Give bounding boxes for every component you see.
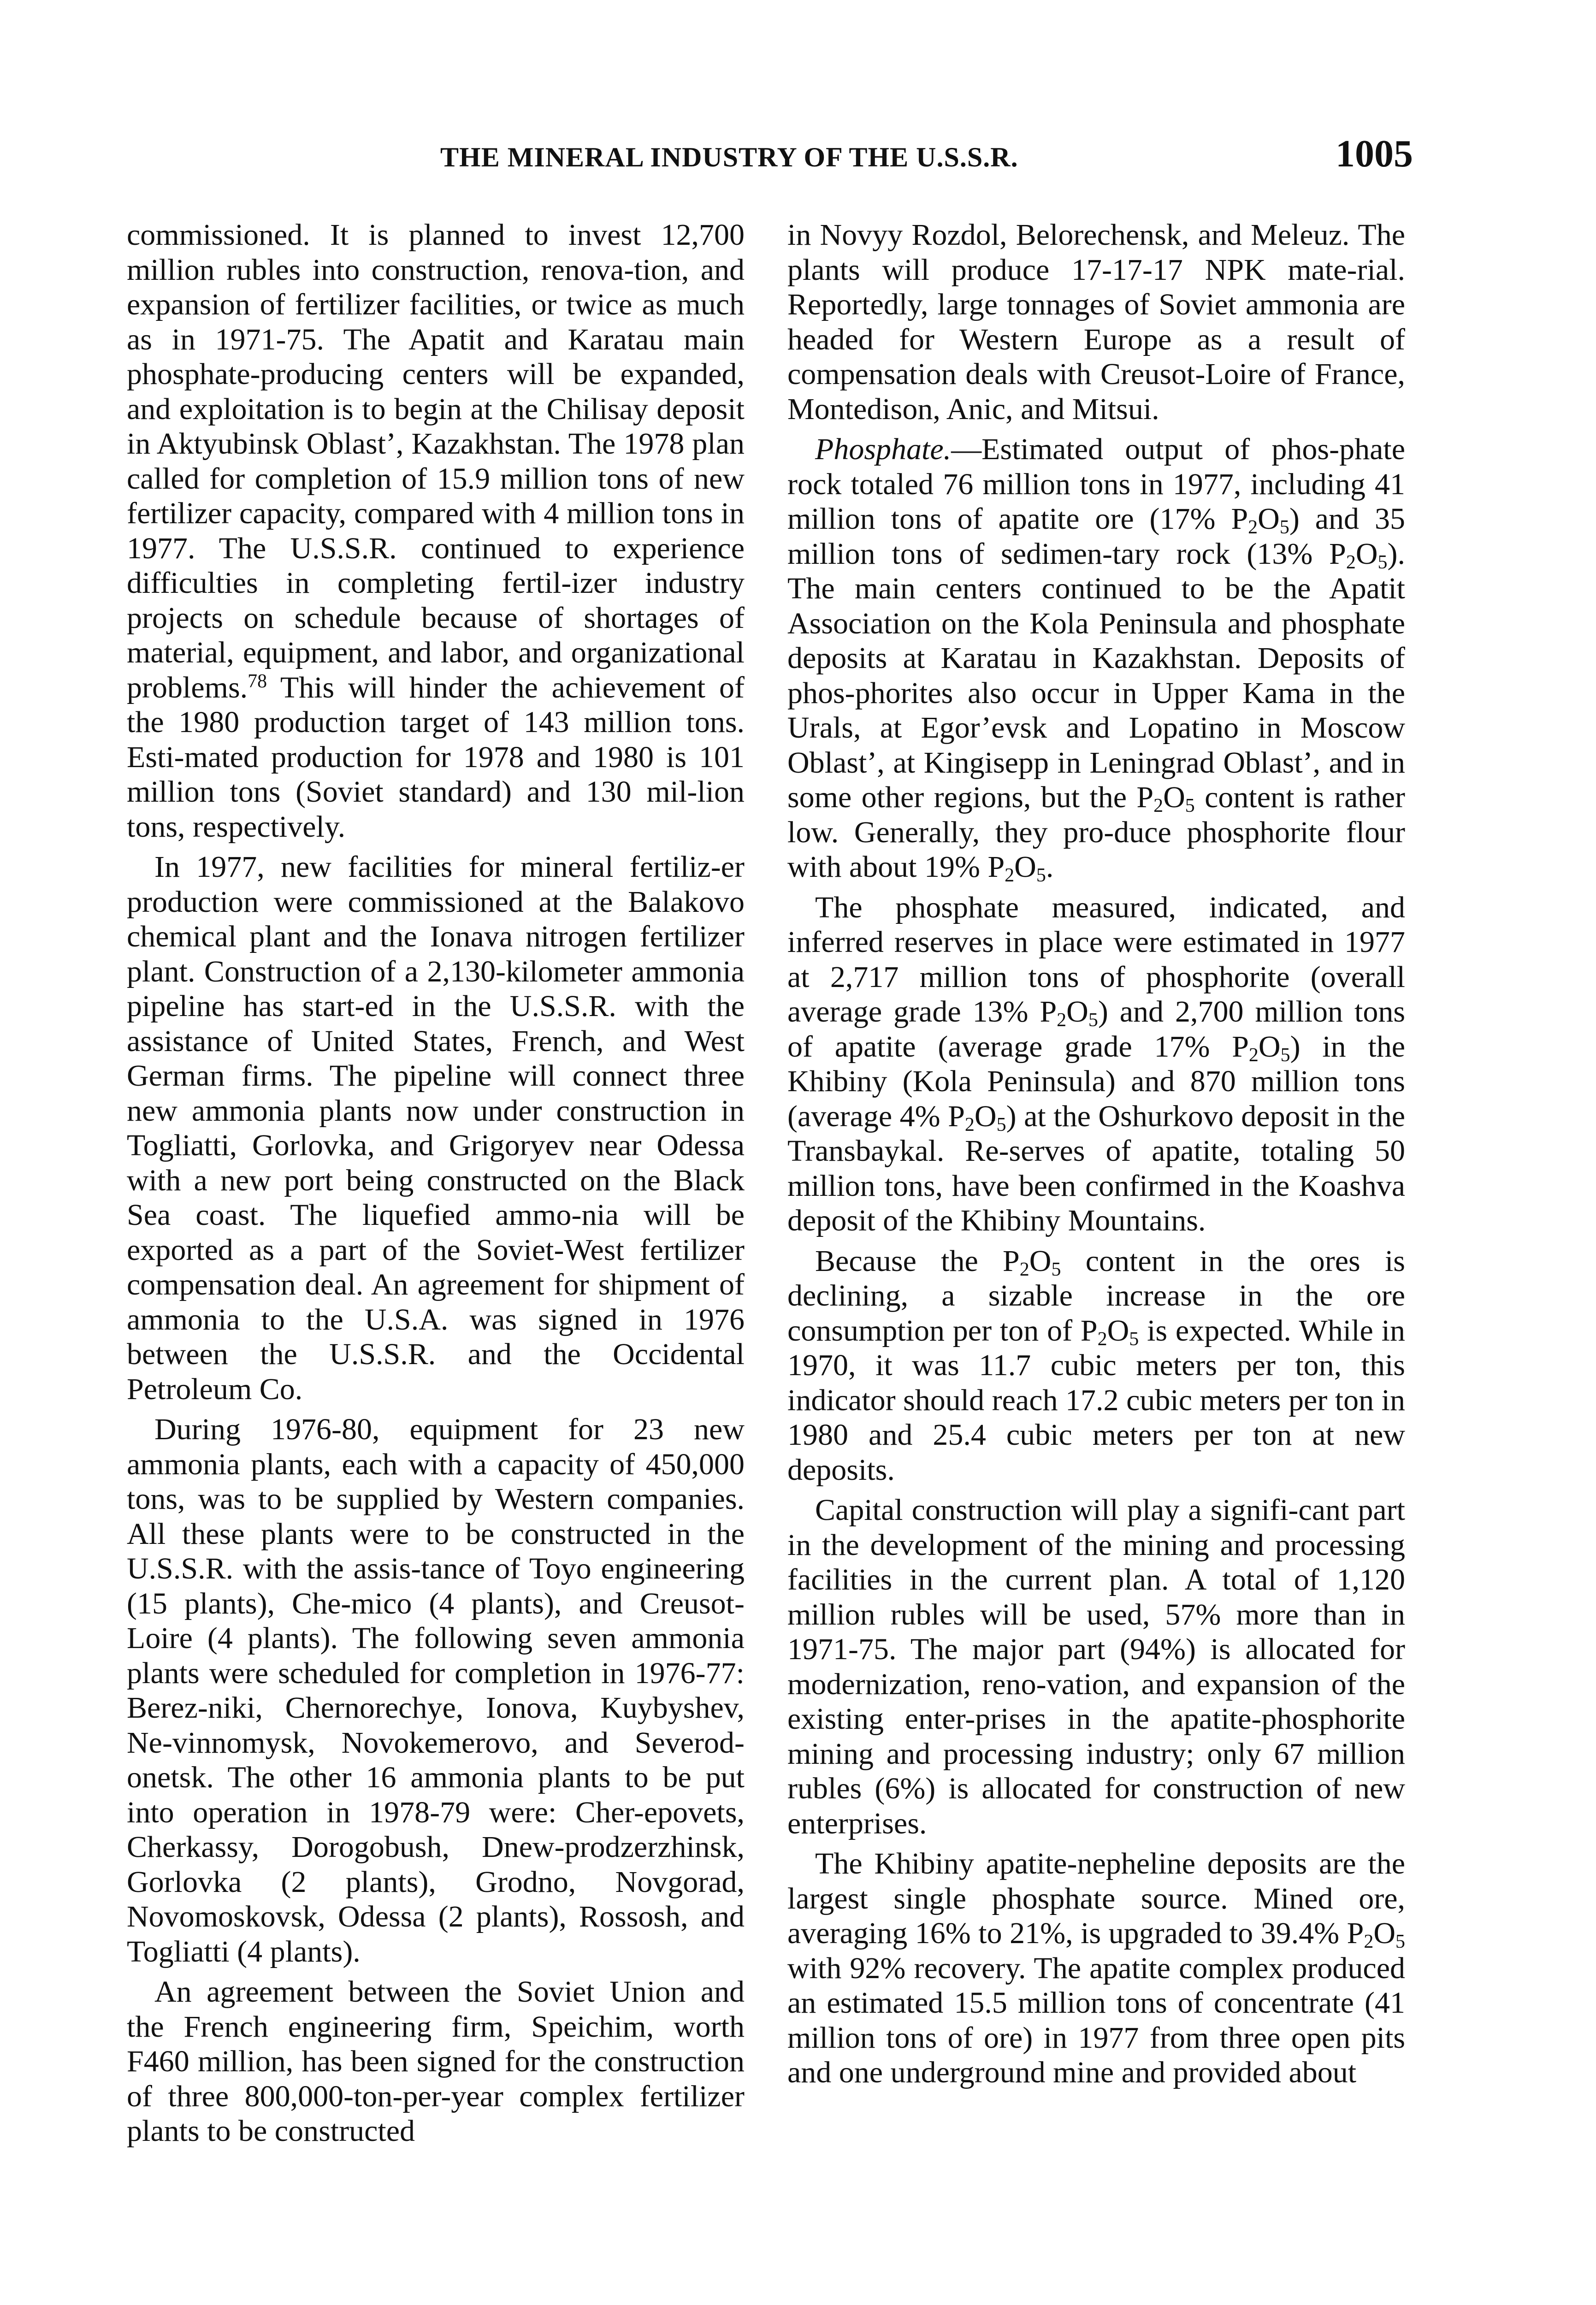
page-header bbox=[127, 131, 1413, 182]
page-number: 1005 bbox=[1336, 132, 1413, 175]
section-run-in-heading: Phosphate. bbox=[815, 432, 952, 466]
footnote-reference: 78 bbox=[248, 670, 267, 692]
paragraph-ammonia-plants: During 1976-80, equipment for 23 new ammonia plants, each with a capacity of 450,000 tons, was to be supplied by Western companies. All these plants were to be constructed in the U.S.S.R. with the assis-tance of Toyo engineering (15 plants), Che-mico (4 plants), and Creusot-Loire (4 plants). The following seven ammonia plants were scheduled for completion in 1976-77: Berez-niki, Chernorechye, Ionova, Kuybyshev, Ne-vinnomysk, Novokemerovo, and Severod-onetsk. The other 16 ammonia plants to be put into operation in 1978-79 were: Cher-epovets, Cherkassy, Dorogobush, Dnew-prodzerzhinsk, Gorlovka (2 plants), Grodno, Novgorad, Novomoskovsk, Odessa (2 plants), Rossosh, and Togliatti (4 plants). bbox=[127, 1413, 745, 1968]
paragraph-speichim-agreement: An agreement between the Soviet Union and the French engineering firm, Speichim, worth F460 million, has been signed for the construction of three 800,000-ton-per-year complex fertilizer plants to be constructed bbox=[127, 1975, 745, 2148]
paragraph-khibiny-deposits: The Khibiny apatite-nepheline deposits are the largest single phosphate source. Mined ore, averaging 16% to 21%, is upgraded to 39.4% $P_2O_5$ with 92% recovery. The apatite complex produced an estimated 15.5 million tons of concentrate (41 million tons of ore) in 1977 from three open pits and one underground mine and provided about bbox=[787, 1847, 1405, 2089]
paragraph-ore-consumption: Because the $P_2O_5$ content in the ores is declining, a sizable increase in the ore consumption per ton of $P_2O_5$ is expected. While in 1970, it was 11.7 cubic meters per ton, this indicator should reach 17.2 cubic meters per ton in 1980 and 25.4 cubic meters per ton at new deposits. bbox=[787, 1244, 1405, 1487]
running-head: THE MINERAL INDUSTRY OF THE U.S.S.R. bbox=[440, 142, 1018, 172]
paragraph-phosphate-output: Phosphate.—Estimated output of phos-phate rock totaled 76 million tons in 1977, including 41 million tons of apatite ore (17% $P_2O_5$) and 35 million tons of sedimen-tary rock (13% $P_2O_5$). The main centers continued to be the Apatit Association on the Kola Peninsula and phosphate deposits at Karatau in Kazakhstan. Deposits of phos-phorites also occur in Upper Kama in the Urals, at Egor’evsk and Lopatino in Moscow Oblast’, at Kingisepp in Leningrad Oblast’, and in some other regions, but the $P_2O_5$ content is rather low. Generally, they pro-duce phosphorite flour with about 19% $P_2O_5$. bbox=[787, 432, 1405, 886]
paragraph-capital-construction: Capital construction will play a signifi-cant part in the development of the mining and processing facilities in the current plan. A total of 1,120 million rubles will be used, 57% more than in 1971-75. The major part (94%) is allocated for modernization, reno-vation, and expansion of the existing enter-prises in the apatite-phosphorite mining and processing industry; only 67 million rubles (6%) is allocated for construction of new enterprises. bbox=[787, 1493, 1405, 1840]
left-column bbox=[127, 218, 745, 2154]
right-column bbox=[787, 218, 1405, 2096]
paragraph-phosphate-reserves: The phosphate measured, indicated, and inferred reserves in place were estimated in 1977 at 2,717 million tons of phosphorite (overall average grade 13% $P_2O_5$) and 2,700 million tons of apatite (average grade 17% $P_2O_5$) in the Khibiny (Kola Peninsula) and 870 million tons (average 4% $P_2O_5$) at the Oshurkovo deposit in the Transbaykal. Re-serves of apatite, totaling 50 million tons, have been confirmed in the Koashva deposit of the Khibiny Mountains. bbox=[787, 890, 1406, 1237]
paragraph-fertilizer-investment: commissioned. It is planned to invest 12,700 million rubles into construction, renova-tion, and expansion of fertilizer facilities, or twice as much as in 1971-75. The Apatit and Karatau main phosphate-producing centers will be expanded, and exploitation is to begin at the Chilisay deposit in Aktyubinsk Oblast’, Kazakhstan. The 1978 plan called for completion of 15.9 million tons of new fertilizer capacity, compared with 4 million tons in 1977. The U.S.S.R. continued to experience difficulties in completing fertil-izer industry projects on schedule because of shortages of material, equipment, and labor, and organizational problems.$^{78}$ This will hinder the achievement of the 1980 production target of 143 million tons. Esti-mated production for 1978 and 1980 is 101 million tons (Soviet standard) and 130 mil-lion tons, respectively. bbox=[127, 218, 745, 844]
paragraph-npk-plants: in Novyy Rozdol, Belorechensk, and Meleuz. The plants will produce 17-17-17 NPK mate-rial. Reportedly, large tonnages of Soviet ammonia are headed for Western Europe as a result of compensation deals with Creusot-Loire of France, Montedison, Anic, and Mitsui. bbox=[787, 218, 1405, 426]
paragraph-new-facilities: In 1977, new facilities for mineral fertiliz-er production were commissioned at the Balakovo chemical plant and the Ionava nitrogen fertilizer plant. Construction of a 2,130-kilometer ammonia pipeline has start-ed in the U.S.S.R. with the assistance of United States, French, and West German firms. The pipeline will connect three new ammonia plants now under construction in Togliatti, Gorlovka, and Grigoryev near Odessa with a new port being constructed on the Black Sea coast. The liquefied ammo-nia will be exported as a part of the Soviet-West fertilizer compensation deal. An agreement for shipment of ammonia to the U.S.A. was signed in 1976 between the U.S.S.R. and the Occidental Petroleum Co. bbox=[127, 850, 745, 1406]
